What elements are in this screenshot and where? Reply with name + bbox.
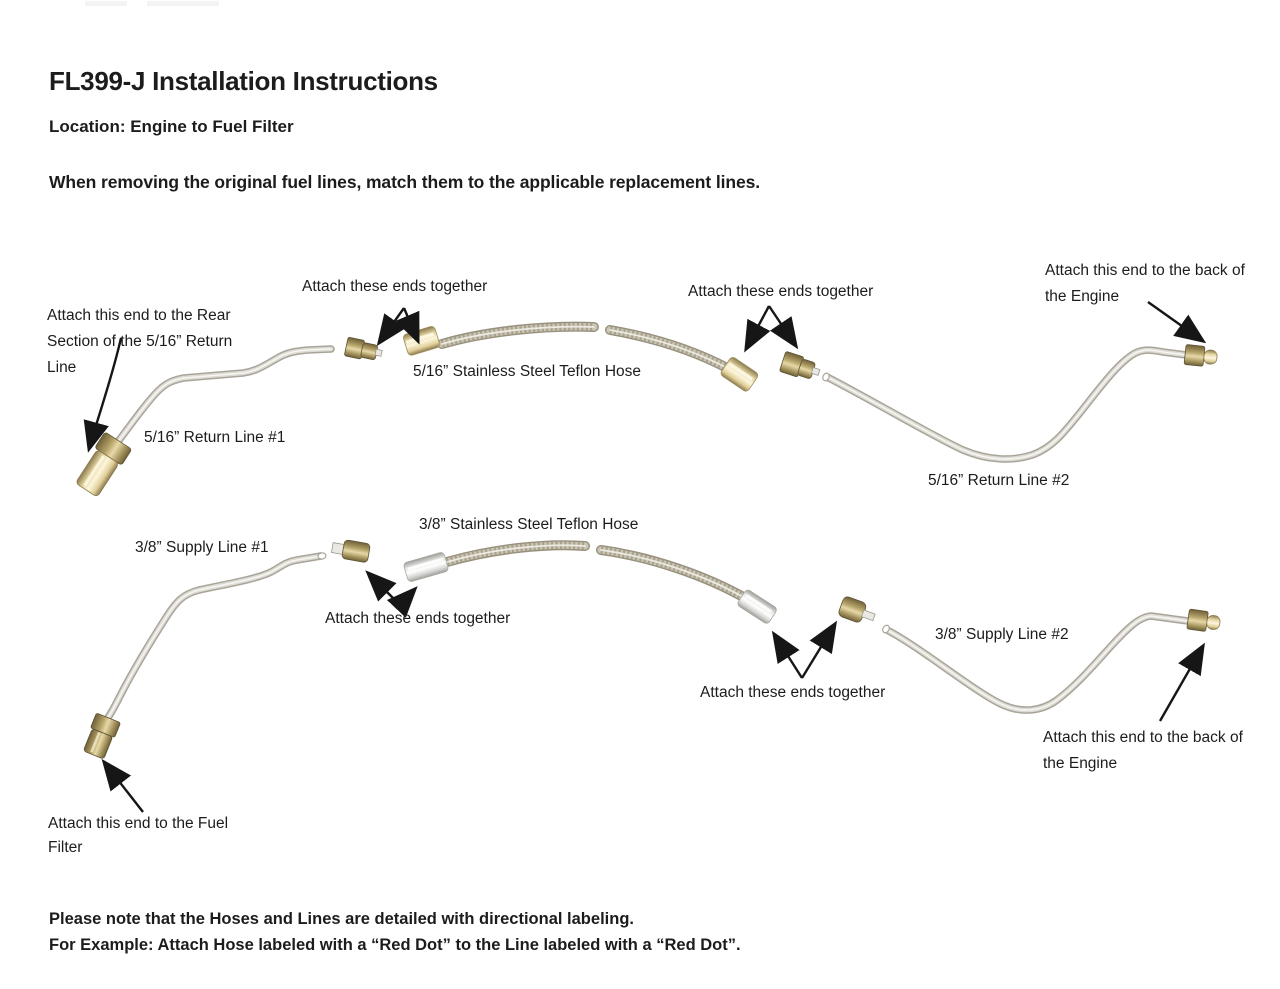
supply-line-1 xyxy=(81,552,326,759)
location-line: Location: Engine to Fuel Filter xyxy=(49,117,294,136)
arrow-fuel-filter xyxy=(104,762,143,812)
arrow-attach-lower-mid-b xyxy=(802,624,835,678)
attach-ends-lower-mid-label: Attach these ends together xyxy=(700,684,886,701)
intro-line: When removing the original fuel lines, match them to the applicable replacement lines. xyxy=(49,172,760,192)
supply-line-1-label: 3/8” Supply Line #1 xyxy=(135,539,269,556)
attach-ends-lower-left-label: Attach these ends together xyxy=(325,610,511,627)
attach-ends-upper-left-label: Attach these ends together xyxy=(302,278,488,295)
arrow-attach-upper-right-a xyxy=(746,306,769,349)
arrow-attach-upper-left-a xyxy=(379,308,404,343)
return-line-2-engine-fitting xyxy=(1184,344,1218,367)
hose-5-16-left-nut xyxy=(402,326,440,357)
hose-3-8-left-fitting xyxy=(403,552,449,583)
return-line-2-label: 5/16” Return Line #2 xyxy=(928,472,1070,489)
fuel-filter-label: Attach this end to the Fuel Filter xyxy=(48,815,229,856)
arrow-attach-lower-left-a xyxy=(368,573,400,605)
return-line-1-union-fitting xyxy=(344,337,383,363)
supply-line-2-label: 3/8” Supply Line #2 xyxy=(935,626,1069,643)
supply-line-2-engine-fitting xyxy=(1187,609,1221,633)
engine-upper-label: Attach this end to the back of the Engine xyxy=(1045,262,1245,305)
return-line-1-filter-fitting xyxy=(73,432,132,499)
hose-5-16-label: 5/16” Stainless Steel Teflon Hose xyxy=(413,363,642,380)
arrow-attach-lower-mid-a xyxy=(774,634,802,678)
supply-line-2-union-fitting xyxy=(837,596,877,628)
return-line-2-union-fitting xyxy=(779,351,822,383)
attach-ends-upper-right-label: Attach these ends together xyxy=(688,283,874,300)
arrow-attach-lower-left-b xyxy=(400,589,415,605)
supply-line-1-union-fitting xyxy=(331,538,371,563)
supply-line-1-filter-fitting xyxy=(81,713,120,760)
engine-lower-label: Attach this end to the back of the Engine xyxy=(1043,729,1243,772)
page-title: FL399-J Installation Instructions xyxy=(49,66,438,96)
arrow-engine-lower xyxy=(1160,646,1203,721)
hose-5-16-right-nut xyxy=(720,356,760,393)
return-line-1-label: 5/16” Return Line #1 xyxy=(144,429,286,446)
hose-3-8-label: 3/8” Stainless Steel Teflon Hose xyxy=(419,516,639,533)
return-line-2 xyxy=(822,344,1218,459)
rear-section-label: Attach this end to the Rear Section of the 5/16” Return Line xyxy=(47,307,233,376)
directional-labeling-note: Please note that the Hoses and Lines are detailed with directional labeling. For Example: Attach Hose labeled with a “Red Dot” to the Line labeled with a “Red Dot”. xyxy=(49,910,741,954)
arrow-attach-upper-right-b xyxy=(769,306,796,346)
